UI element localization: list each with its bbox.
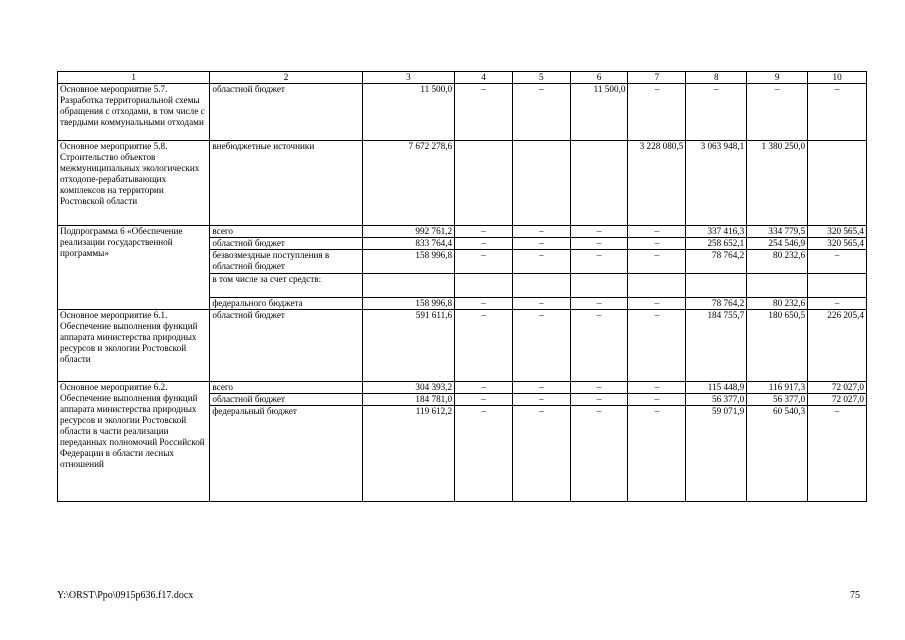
col-header: 2 — [210, 72, 362, 84]
col-header: 7 — [628, 72, 686, 84]
cell-value: 320 565,4 — [808, 238, 867, 250]
col-header: 4 — [455, 72, 513, 84]
cell-empty — [512, 141, 570, 226]
cell-empty — [512, 274, 570, 298]
budget-table — [57, 71, 867, 502]
cell-value: 158 996,8 — [362, 298, 454, 310]
cell-value: 258 652,1 — [686, 238, 747, 250]
cell-empty — [455, 141, 513, 226]
cell-dash: – — [455, 84, 513, 141]
file-path: Y:\ORST\Ppo\0915p636.f17.docx — [57, 590, 194, 601]
funding-source: областной бюджет — [210, 84, 362, 141]
activity-name: Основное мероприятие 5.7. Разработка территориальной схемы обращения с отходами, в том числе с твердыми коммунальными отходами — [58, 84, 210, 141]
cell-value: 119 612,2 — [362, 406, 454, 502]
cell-dash: – — [455, 238, 513, 250]
subprogram-name: Подпрограмма 6 «Обеспечение реализации государственной программы» — [58, 226, 210, 310]
cell-dash: – — [628, 84, 686, 141]
cell-dash: – — [512, 84, 570, 141]
table-row — [58, 382, 867, 394]
cell-dash: – — [686, 84, 747, 141]
funding-source: областной бюджет — [210, 310, 362, 382]
activity-name: Основное мероприятие 6.1. Обеспечение выполнения функций аппарата министерства природных ресурсов и экологии Ростовской области — [58, 310, 210, 382]
cell-dash: – — [628, 238, 686, 250]
col-header: 5 — [512, 72, 570, 84]
cell-empty — [628, 274, 686, 298]
cell-value: 115 448,9 — [686, 382, 747, 394]
funding-source: федерального бюджета — [210, 298, 362, 310]
cell-dash: – — [628, 310, 686, 382]
col-header: 6 — [570, 72, 628, 84]
cell-empty — [808, 141, 867, 226]
cell-dash: – — [512, 406, 570, 502]
cell-value: 180 650,5 — [747, 310, 808, 382]
cell-dash: – — [455, 394, 513, 406]
cell-value: 184 781,0 — [362, 394, 454, 406]
cell-dash: – — [628, 406, 686, 502]
cell-dash: – — [512, 394, 570, 406]
cell-value: 116 917,3 — [747, 382, 808, 394]
cell-dash: – — [512, 238, 570, 250]
cell-value: 59 071,9 — [686, 406, 747, 502]
cell-value: 334 779,5 — [747, 226, 808, 238]
cell-value: 1 380 250,0 — [747, 141, 808, 226]
cell-dash: – — [455, 250, 513, 274]
page-number: 75 — [850, 590, 860, 601]
funding-source: всего — [210, 226, 362, 238]
cell-value: 3 063 948,1 — [686, 141, 747, 226]
col-header: 10 — [808, 72, 867, 84]
cell-dash: – — [512, 382, 570, 394]
table-row — [58, 226, 867, 238]
cell-value: 833 764,4 — [362, 238, 454, 250]
cell-dash: – — [628, 382, 686, 394]
cell-dash: – — [570, 382, 628, 394]
cell-value: 304 393,2 — [362, 382, 454, 394]
cell-dash: – — [570, 394, 628, 406]
cell-value: 78 764,2 — [686, 250, 747, 274]
cell-value: 158 996,8 — [362, 250, 454, 274]
cell-value: 3 228 080,5 — [628, 141, 686, 226]
cell-value: 320 565,4 — [808, 226, 867, 238]
cell-dash: – — [570, 406, 628, 502]
cell-value: 254 546,9 — [747, 238, 808, 250]
cell-value: 80 232,6 — [747, 250, 808, 274]
col-header: 1 — [58, 72, 210, 84]
activity-name: Основное мероприятие 6.2. Обеспечение выполнения функций аппарата министерства природных ресурсов и экологии Ростовской области в части реализации переданных полномочий Российской Федерации в области лесных отношений — [58, 382, 210, 502]
cell-dash: – — [455, 226, 513, 238]
cell-empty — [570, 274, 628, 298]
cell-dash: – — [512, 310, 570, 382]
cell-value: 72 027,0 — [808, 394, 867, 406]
cell-dash: – — [570, 298, 628, 310]
cell-value: 337 416,3 — [686, 226, 747, 238]
activity-name: Основное мероприятие 5.8. Строительство объектов межмуниципальных экологических отходопе-рерабатывающих комплексов на территории Ростовской области — [58, 141, 210, 226]
cell-empty — [686, 274, 747, 298]
cell-dash: – — [628, 298, 686, 310]
cell-value: 591 611,6 — [362, 310, 454, 382]
cell-dash: – — [512, 298, 570, 310]
cell-value: 11 500,0 — [362, 84, 454, 141]
cell-value: 7 672 278,6 — [362, 141, 454, 226]
cell-empty — [747, 274, 808, 298]
cell-value: 11 500,0 — [570, 84, 628, 141]
funding-source: федеральный бюджет — [210, 406, 362, 502]
funding-source: областной бюджет — [210, 394, 362, 406]
cell-dash: – — [808, 298, 867, 310]
table-row — [58, 310, 867, 382]
cell-dash: – — [455, 406, 513, 502]
cell-dash: – — [808, 84, 867, 141]
cell-dash: – — [628, 226, 686, 238]
cell-value: 78 764,2 — [686, 298, 747, 310]
cell-empty — [362, 274, 454, 298]
cell-empty — [570, 141, 628, 226]
cell-dash: – — [455, 310, 513, 382]
col-header: 3 — [362, 72, 454, 84]
cell-dash: – — [570, 226, 628, 238]
cell-value: 80 232,6 — [747, 298, 808, 310]
cell-dash: – — [570, 238, 628, 250]
cell-dash: – — [455, 298, 513, 310]
cell-dash: – — [747, 84, 808, 141]
cell-value: 56 377,0 — [686, 394, 747, 406]
header-row — [58, 72, 867, 84]
cell-dash: – — [808, 406, 867, 502]
funding-source: областной бюджет — [210, 238, 362, 250]
cell-empty — [455, 274, 513, 298]
cell-dash: – — [628, 250, 686, 274]
funding-source: безвозмездные поступления в областной бюджет — [210, 250, 362, 274]
cell-value: 226 205,4 — [808, 310, 867, 382]
cell-value: 56 377,0 — [747, 394, 808, 406]
col-header: 8 — [686, 72, 747, 84]
funding-source: всего — [210, 382, 362, 394]
cell-value: 992 761,2 — [362, 226, 454, 238]
cell-value: 60 540,3 — [747, 406, 808, 502]
cell-dash: – — [512, 226, 570, 238]
cell-dash: – — [512, 250, 570, 274]
funding-source: внебюджетные источники — [210, 141, 362, 226]
cell-dash: – — [570, 310, 628, 382]
funding-source: в том числе за счет средств: — [210, 274, 362, 298]
cell-value: 72 027,0 — [808, 382, 867, 394]
col-header: 9 — [747, 72, 808, 84]
cell-dash: – — [808, 250, 867, 274]
cell-value: 184 755,7 — [686, 310, 747, 382]
cell-dash: – — [455, 382, 513, 394]
cell-empty — [808, 274, 867, 298]
cell-dash: – — [570, 250, 628, 274]
table-row — [58, 141, 867, 226]
cell-dash: – — [628, 394, 686, 406]
table-row — [58, 84, 867, 141]
